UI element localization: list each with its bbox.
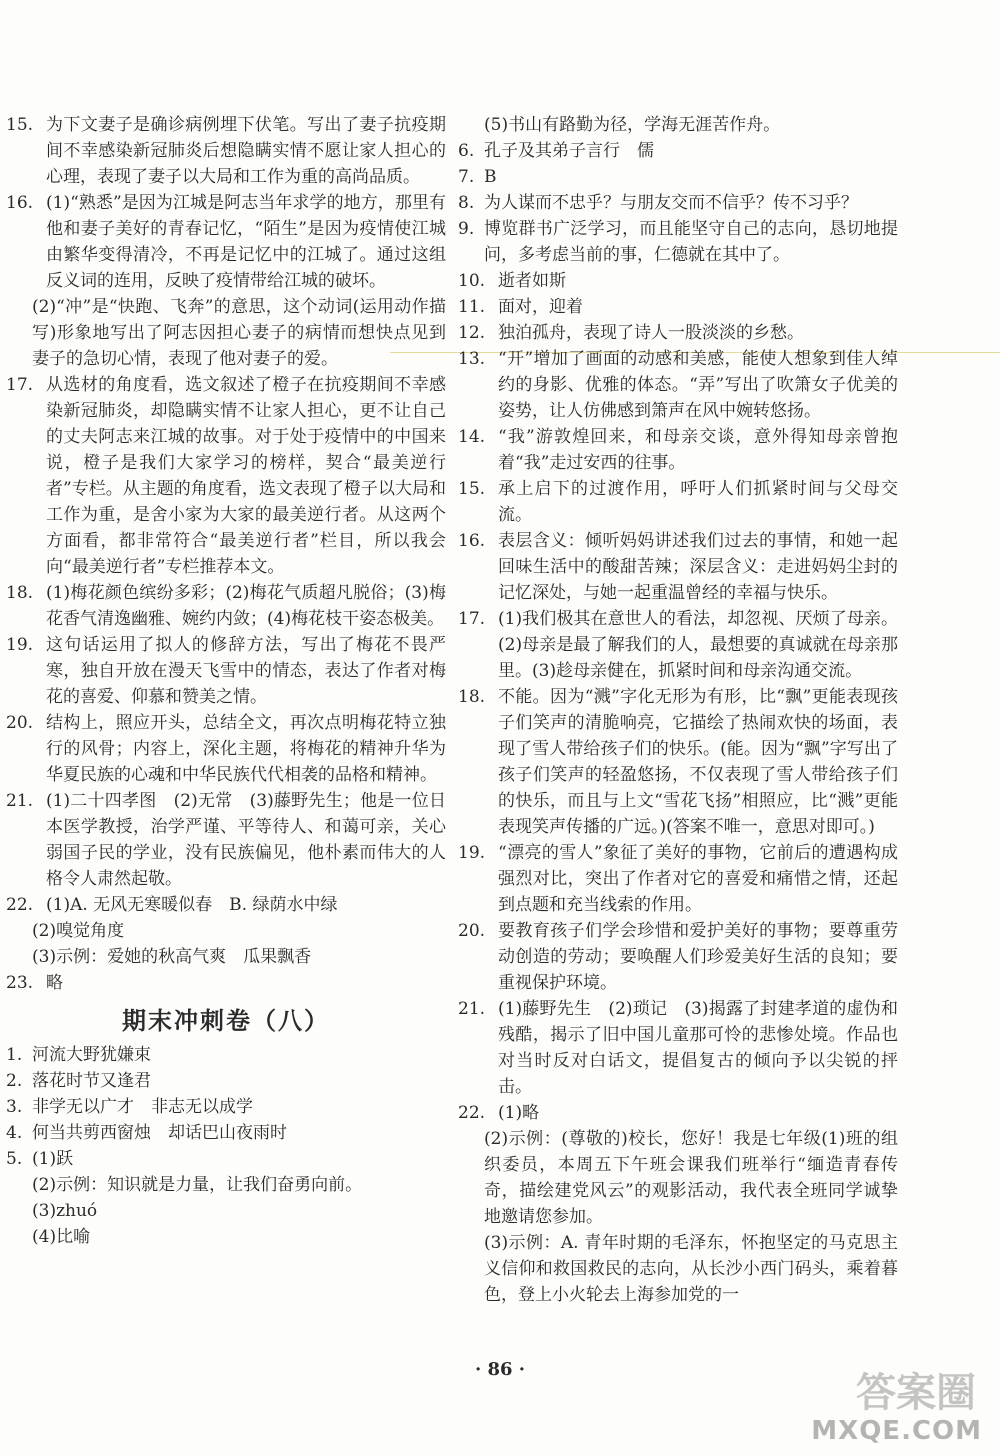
answer-number <box>458 1126 484 1230</box>
answer-item <box>458 1230 898 1308</box>
answer-text: (3)示例：爱她的秋高气爽 瓜果飘香 <box>32 947 312 967</box>
answer-item <box>6 1042 446 1068</box>
answer-number: 16. <box>6 193 34 213</box>
answer-text: 这句话运用了拟人的修辞方法，写出了梅花不畏严寒，独自开放在漫天飞雪中的情态，表达了作者对梅花的喜爱、仰慕和赞美之情。 <box>46 635 446 707</box>
answer-number: 11. <box>458 297 486 317</box>
answer-number: 15. <box>458 479 486 499</box>
answer-item <box>6 294 446 372</box>
answer-number: 20. <box>6 713 34 733</box>
watermark-logo <box>782 1366 982 1446</box>
answer-item <box>458 840 898 918</box>
answer-text: 从选材的角度看，选文叙述了橙子在抗疫期间不幸感染新冠肺炎，却隐瞒实情不让家人担心，更不让自己的丈夫阿志来江城的故事。对于处于疫情中的中国来说，橙子是我们大家学习的榜样，契合“最美逆行者”专栏。从主题的角度看，选文表现了橙子以大局和工作为重，是舍小家为大家的最美逆行者。从这两个方面看，都非常符合“最美逆行者”栏目，所以我会向“最美逆行者”专栏推荐本文。 <box>46 375 446 577</box>
answer-item <box>458 138 898 164</box>
answer-number: 19. <box>6 635 34 655</box>
answer-text: B <box>484 167 497 187</box>
answer-number <box>458 112 484 138</box>
answer-item <box>6 970 446 996</box>
answer-text: (1)藤野先生 (2)琐记 (3)揭露了封建孝道的虚伪和残酷，揭示了旧中国儿童那可怜的悲惨处境。作品也对当时反对白话文，提倡复古的倾向予以尖锐的抨击。 <box>498 999 898 1097</box>
answer-text: (1)梅花颜色缤纷多彩；(2)梅花气质超凡脱俗；(3)梅花香气清逸幽雅、婉约内敛；(4)梅花枝干姿态极美。 <box>46 583 446 629</box>
answer-text: 不能。因为“溅”字化无形为有形，比“飘”更能表现孩子们笑声的清脆响亮，它描绘了热闹欢快的场面，表现了雪人带给孩子们的快乐。(能。因为“飘”字写出了孩子们笑声的轻盈悠扬，不仅表现了雪人带给孩子们的快乐，而且与上文“雪花飞扬”相照应，比“溅”更能表现笑声传播的广远。)(答案不唯一，意思对即可。) <box>498 687 898 837</box>
answer-text: (5)书山有路勤为径，学海无涯苦作舟。 <box>484 115 781 135</box>
section-title: 期末冲刺卷（八） <box>122 1007 330 1035</box>
answer-item <box>6 632 446 710</box>
answer-text: (4)比喻 <box>32 1227 91 1247</box>
answer-number: 12. <box>458 323 486 343</box>
answer-text: 逝者如斯 <box>498 271 566 291</box>
answer-item <box>458 424 898 476</box>
answer-item <box>458 320 898 346</box>
answer-number: 3. <box>6 1097 23 1117</box>
answer-item <box>458 216 898 268</box>
left-column <box>6 112 446 1250</box>
answer-number: 22. <box>6 895 34 915</box>
answer-text: 结构上，照应开头，总结全文，再次点明梅花特立独行的风骨；内容上，深化主题，将梅花的精神升华为华夏民族的心魂和中华民族代代相袭的品格和精神。 <box>46 713 446 785</box>
answer-number: 16. <box>458 531 486 551</box>
page-number: · 86 · <box>474 1359 526 1380</box>
answer-item <box>458 684 898 840</box>
answer-number <box>6 944 32 970</box>
answer-item <box>458 1126 898 1230</box>
answer-number: 8. <box>458 193 475 213</box>
answer-text: 何当共剪西窗烛 却话巴山夜雨时 <box>32 1123 287 1143</box>
answer-item <box>6 944 446 970</box>
answer-text: 要教育孩子们学会珍惜和爱护美好的事物；要尊重劳动创造的劳动；要唤醒人们珍爱美好生活的良知；要重视保护环境。 <box>498 921 898 993</box>
answer-item <box>6 710 446 788</box>
answer-item <box>458 476 898 528</box>
answer-item <box>458 1100 898 1126</box>
answer-text: 孔子及其弟子言行 儒 <box>484 141 654 161</box>
answer-text: “我”游敦煌回来，和母亲交谈，意外得知母亲曾抱着“我”走过安西的往事。 <box>498 427 898 473</box>
answer-text: (3)示例：A. 青年时期的毛泽东，怀抱坚定的马克思主义信仰和救国救民的志向，从长沙小西门码头，乘着暮色，登上小火轮去上海参加党的一 <box>484 1233 898 1305</box>
answer-number <box>6 1198 32 1224</box>
answer-item <box>6 1172 446 1198</box>
answer-number: 17. <box>6 375 34 395</box>
answer-item <box>6 1198 446 1224</box>
answer-item <box>6 1094 446 1120</box>
answer-number: 13. <box>458 349 486 369</box>
answer-text: “漂亮的雪人”象征了美好的事物，它前后的遭遇构成强烈对比，突出了作者对它的喜爱和痛惜之情，还起到点题和充当线索的作用。 <box>498 843 898 915</box>
answer-item <box>458 164 898 190</box>
answer-text: 略 <box>46 973 63 993</box>
answer-item <box>458 294 898 320</box>
answer-item <box>6 892 446 918</box>
answer-number: 21. <box>6 791 34 811</box>
answer-text: (1)“熟悉”是因为江城是阿志当年求学的地方，那里有他和妻子美好的青春记忆，“陌生”是因为疫情使江城由繁华变得清冷，不再是记忆中的江城了。通过这组反义词的连用，反映了疫情带给江城的破坏。 <box>46 193 446 291</box>
answer-number <box>6 1224 32 1250</box>
answer-text: (3)zhuó <box>32 1201 98 1221</box>
answer-item <box>6 190 446 294</box>
answer-text: 表层含义：倾听妈妈讲述我们过去的事情，和她一起回味生活中的酸甜苦辣；深层含义：走进妈妈尘封的记忆深处，与她一起重温曾经的幸福与快乐。 <box>498 531 898 603</box>
answer-item <box>458 528 898 606</box>
answer-text: (2)嗅觉角度 <box>32 921 125 941</box>
answer-text: 落花时节又逢君 <box>32 1071 151 1091</box>
answer-text: 为下文妻子是确诊病例埋下伏笔。写出了妻子抗疫期间不幸感染新冠肺炎后想隐瞒实情不愿让家人担心的心理，表现了妻子以大局和工作为重的高尚品质。 <box>46 115 446 187</box>
answer-item <box>6 1120 446 1146</box>
answer-number: 17. <box>458 609 486 629</box>
answer-text: 非学无以广才 非志无以成学 <box>32 1097 253 1117</box>
answer-number: 18. <box>6 583 34 603</box>
answer-number: 20. <box>458 921 486 941</box>
answer-text: 承上启下的过渡作用，呼吁人们抓紧时间与父母交流。 <box>498 479 898 525</box>
answer-number: 4. <box>6 1123 23 1143</box>
answer-number: 23. <box>6 973 34 993</box>
answer-item <box>6 1068 446 1094</box>
answer-item <box>6 788 446 892</box>
answer-number: 15. <box>6 115 34 135</box>
answer-item <box>6 1224 446 1250</box>
answer-text: (1)二十四孝图 (2)无常 (3)藤野先生；他是一位日本医学教授，治学严谨、平等待人、和蔼可亲，关心弱国子民的学业，没有民族偏见，他朴素而伟大的人格令人肃然起敬。 <box>46 791 446 889</box>
answer-number: 1. <box>6 1045 23 1065</box>
answer-number: 21. <box>458 999 486 1019</box>
watermark-text-url: MXQE.COM <box>811 1416 982 1446</box>
answer-item <box>458 606 898 684</box>
answer-item <box>6 112 446 190</box>
answer-text: 博览群书广泛学习，而且能坚守自己的志向，恳切地提问，多考虑当前的事，仁德就在其中了。 <box>484 219 898 265</box>
answer-item <box>458 190 898 216</box>
answer-number <box>6 918 32 944</box>
answer-text: (1)跃 <box>32 1149 74 1169</box>
answer-item <box>458 996 898 1100</box>
answer-item <box>458 112 898 138</box>
answer-number: 2. <box>6 1071 23 1091</box>
answer-text: (1)我们极其在意世人的看法，却忽视、厌烦了母亲。(2)母亲是最了解我们的人，最想要的真诚就在母亲那里。(3)趁母亲健在，抓紧时间和母亲沟通交流。 <box>498 609 898 681</box>
answer-text: “开”增加了画面的动感和美感，能使人想象到佳人绰约的身影、优雅的体态。“弄”写出了吹箫女子优美的姿势，让人仿佛感到箫声在风中婉转悠扬。 <box>498 349 898 421</box>
answer-text: (2)示例：(尊敬的)校长，您好！我是七年级(1)班的组织委员，本周五下午班会课我们班举行“缅造青春传奇，描绘建党风云”的观影活动，我代表全班同学诚挚地邀请您参加。 <box>484 1129 898 1227</box>
answer-text: (1)略 <box>498 1103 540 1123</box>
answer-item <box>6 1146 446 1172</box>
answer-item <box>6 372 446 580</box>
answer-number: 22. <box>458 1103 486 1123</box>
answer-number: 10. <box>458 271 486 291</box>
answer-text: 为人谋而不忠乎？与朋友交而不信乎？传不习乎？ <box>484 193 858 213</box>
answer-number: 9. <box>458 219 475 239</box>
answer-number: 6. <box>458 141 475 161</box>
answer-text: (2)“冲”是“快跑、飞奔”的意思，这个动词(运用动作描写)形象地写出了阿志因担心妻子的病情而想快点见到妻子的急切心情，表现了他对妻子的爱。 <box>32 297 446 369</box>
answer-number: 7. <box>458 167 475 187</box>
answer-text: 河流大野犹嫌束 <box>32 1045 151 1065</box>
answer-text: 面对，迎着 <box>498 297 583 317</box>
answer-number: 19. <box>458 843 486 863</box>
answer-text: 独泊孤舟，表现了诗人一股淡淡的乡愁。 <box>498 323 804 343</box>
answer-item <box>458 268 898 294</box>
answer-item <box>6 918 446 944</box>
watermark-text-cn: 答案圈 <box>856 1370 976 1416</box>
answer-number <box>6 294 32 372</box>
answer-number: 5. <box>6 1149 23 1169</box>
answer-number: 14. <box>458 427 486 447</box>
answer-item <box>6 580 446 632</box>
answer-number <box>6 1172 32 1198</box>
right-column <box>458 112 898 1308</box>
answer-number <box>458 1230 484 1308</box>
answer-item <box>458 346 898 424</box>
answer-number: 18. <box>458 687 486 707</box>
answer-item <box>458 918 898 996</box>
answer-text: (2)示例：知识就是力量，让我们奋勇向前。 <box>32 1175 363 1195</box>
answer-text: (1)A. 无风无寒暖似春 B. 绿荫水中绿 <box>46 895 338 915</box>
